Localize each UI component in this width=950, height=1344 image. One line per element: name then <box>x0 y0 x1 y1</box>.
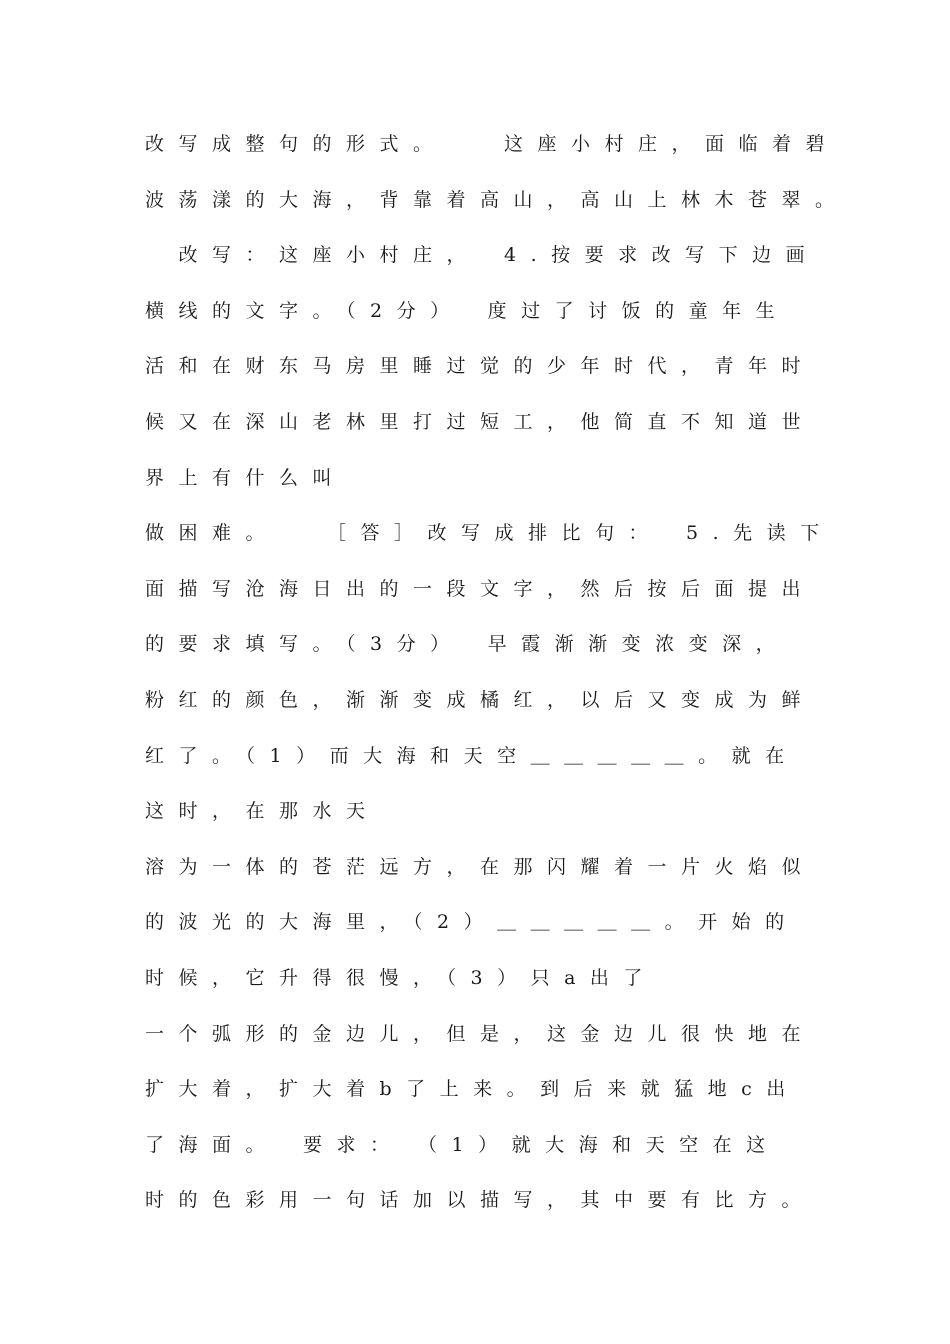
text-line: 的波光的大海里，（2）＿＿＿＿＿。开始的 <box>145 911 799 933</box>
text-line: 粉红的颜色，渐渐变成橘红，以后又变成为鲜 <box>145 689 816 711</box>
text-line: 一个弧形的金边儿，但是，这金边儿很快地在 <box>145 1023 816 1045</box>
text-line: 面描写沧海日出的一段文字，然后按后面提出 <box>145 578 816 600</box>
text-line: 红了。（1）而大海和天空＿＿＿＿＿。就在 <box>145 745 799 767</box>
text-line: 改写成整句的形式。 这座小村庄，面临着碧 <box>145 133 840 155</box>
text-line: 时的色彩用一句话加以描写，其中要有比方。 <box>145 1189 816 1211</box>
text-line: 的要求填写。（3分） 早霞渐渐变浓变深， <box>145 633 790 655</box>
text-line: 时候，它升得很慢，（3）只a出了 <box>145 967 657 989</box>
text-line: 了海面。 要求： （1）就大海和天空在这 <box>145 1134 780 1156</box>
text-line: 横线的文字。（2分） 度过了讨饭的童年生 <box>145 300 790 322</box>
text-line: 候又在深山老林里打过短工，他简直不知道世 <box>145 411 816 433</box>
text-line: 溶为一体的苍茫远方，在那闪耀着一片火焰似 <box>145 856 816 878</box>
text-line: 做困难。 ［答］改写成排比句： 5.先读下 <box>145 522 834 544</box>
text-line: 界上有什么叫 <box>145 467 347 489</box>
text-line: 波荡漾的大海，背靠着高山，高山上林木苍翠。 <box>145 189 849 211</box>
text-line: 扩大着，扩大着b了上来。到后来就猛地c出 <box>145 1078 800 1100</box>
text-line: 这时，在那水天 <box>145 800 380 822</box>
text-line: 改写：这座小村庄， 4.按要求改写下边画 <box>145 244 820 266</box>
text-line: 活和在财东马房里睡过觉的少年时代，青年时 <box>145 355 816 377</box>
